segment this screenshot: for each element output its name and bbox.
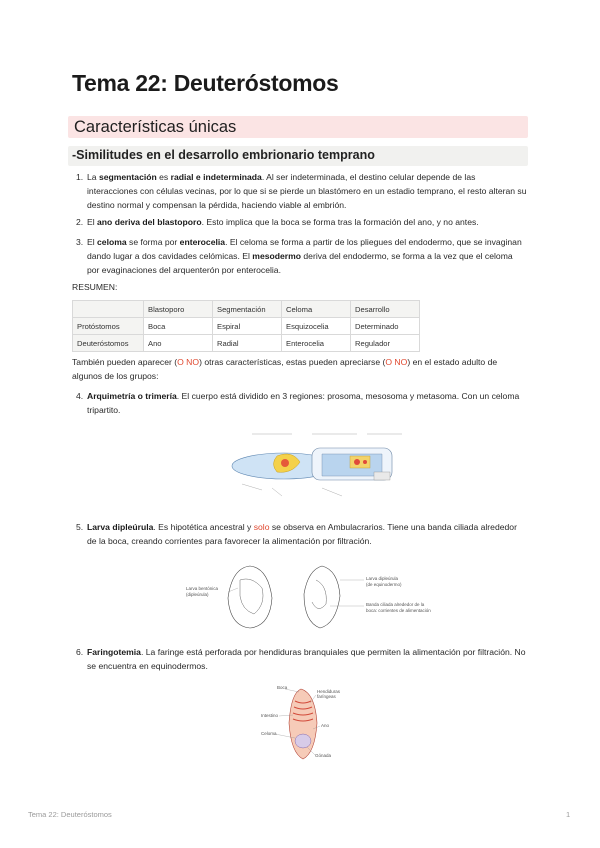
fig2-label-right-4: boca: corrientes de alimentación [366, 608, 431, 613]
fig3-label-celoma: Celoma [261, 731, 277, 736]
section-heading [68, 116, 528, 138]
table-row: Protóstomos Boca Espiral Esquizocelia Determinado [73, 318, 420, 335]
table-header-row: Blastoporo Segmentación Celoma Desarrollo [73, 301, 420, 318]
fig3-label-boca: Boca [277, 685, 288, 690]
trimeria-figure [222, 428, 412, 503]
fig2-label-right-2: (de equinodermo) [366, 582, 402, 587]
page-title: Tema 22: Deuteróstomos [72, 70, 339, 96]
subsection-heading [68, 146, 528, 166]
footer-title: Tema 22: Deuteróstomos [28, 810, 112, 819]
fig2-label-right-1: Larva dipleúrula [366, 576, 399, 581]
fig3-label-intestino: Intestino [261, 713, 279, 718]
document-page: Tema 22: Deuteróstomos Características únicas -Similitudes en el desarrollo embrionario temprano 1. La segmentación es radial e indeterminada. Al ser indeterminada, el destino celular depende de las interacciones con células vecinas, por lo que si se pierde un blastómero en un estadio temprano, el resto alteran su destino normal y compensan la pérdida, haciendo viable al embrión. 2. El ano deriva del blastoporo. Esto implica que la boca se forma tras la formación del ano, y no antes. 3. El celoma se forma por enterocelia. El celoma se forma a partir de los pliegues del endodermo, que se invaginan dando lugar a dos cavidades celómicas. El mesodermo deriva del endodermo, se forma a la vez que el celoma por evaginaciones del arquenterón por enterocelia. RESUMEN: Blastoporo Segmentación Celoma Desarrollo Protóstomos Boca Espiral Esquizocelia Determinado Deuteróstomos Ano Radial Enterocelia Regulador También pueden aparecer (O NO) otras características, estas pueden apreciarse (O NO) en el estado adulto de algunos de los grupos: 4. Arquimetría o trimería. El cuerpo está dividido en 3 regiones: prosoma, mesosoma y metasoma. Con un celoma tripartito. 5. Larva dipleúrula. Es hipotética ancestral y solo se observa en Ambulacrarios. Tiene una banda ciliada alrededor de la boca, creando corrientes para favorecer la alimentación por filtración. Larva bentónica (dipleúrula) Larva dipleúrula (de equinodermo) Banda ciliada alrededor de la boca: corrientes de alimentación 6. Faringotemia. La faringe está perforada por hendiduras branquiales que permiten la alimentación por filtración. No se encuentra en equinodermos. Boca Hendiduras faríngeas Ano Intestino Celoma Gónada Tema 22: Deuteróstomos 1 [28, 70, 571, 819]
fig2-label-left-2: (dipleúrula) [186, 592, 209, 597]
subsection-heading-text: -Similitudes en el desarrollo embrionario temprano [72, 148, 375, 162]
fig2-label-left-1: Larva bentónica [186, 586, 219, 591]
summary-table [72, 300, 420, 352]
fig3-label-hendiduras: Hendiduras [317, 689, 341, 694]
page-number: 1 [566, 810, 571, 819]
dipleurula-figure [180, 558, 431, 633]
extra-paragraph: También pueden aparecer (O NO) otras características, estas pueden apreciarse (O NO) en el estado adulto de algunos de los grupos: [72, 357, 498, 381]
resumen-label: RESUMEN: [72, 282, 118, 292]
fig2-label-right-3: Banda ciliada alrededor de la [366, 602, 425, 607]
fig3-label-gonada: Gónada [315, 753, 332, 758]
fig3-label-faringeas: faríngeas [317, 694, 336, 699]
fig3-label-ano: Ano [321, 723, 330, 728]
section-heading-text: Características únicas [74, 118, 237, 136]
table-row: Deuteróstomos Ano Radial Enterocelia Regulador [73, 335, 420, 352]
faringotemia-figure [255, 683, 355, 765]
